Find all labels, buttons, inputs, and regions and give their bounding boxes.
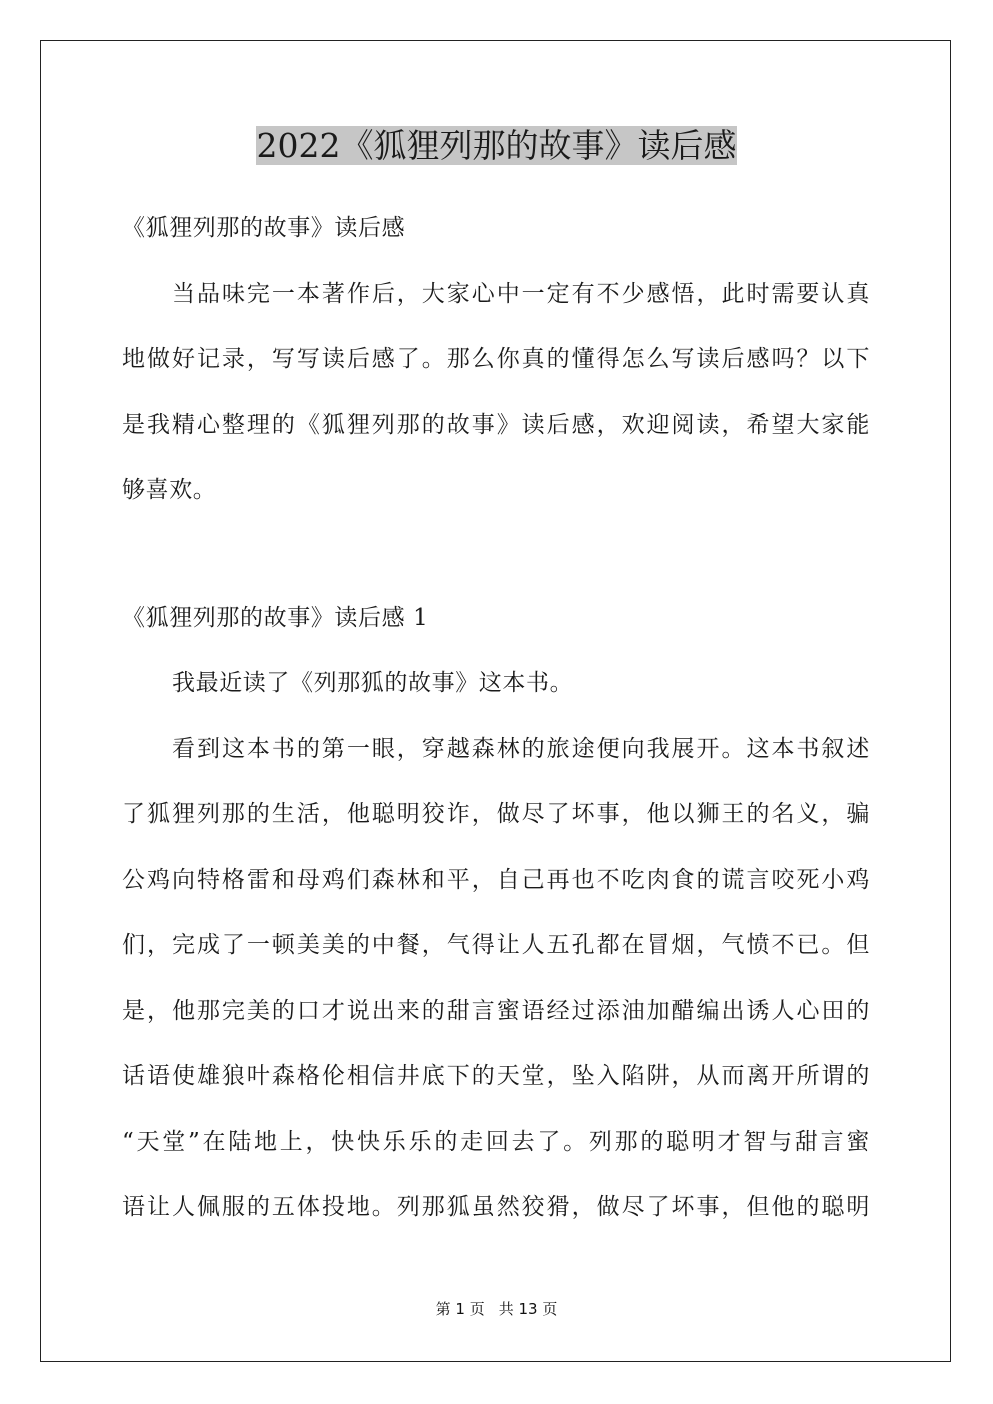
paragraph-line: 地做好记录，写写读后感了。那么你真的懂得怎么写读后感吗？以下 [122,346,870,372]
paragraph-line: 当品味完一本著作后，大家心中一定有不少感悟，此时需要认真 [172,280,870,307]
paragraph-line: 是我精心整理的《狐狸列那的故事》读后感，欢迎阅读，希望大家能 [122,411,870,438]
paragraph-line: 们，完成了一顿美美的中餐，气得让人五孔都在冒烟，气愤不已。但 [122,932,870,958]
document-title-text: 2022《狐狸列那的故事》读后感 [256,126,737,165]
document-body [122,196,870,1241]
page-footer [0,1298,993,1319]
paragraph-line: 我最近读了《列那狐的故事》这本书。 [172,670,574,696]
paragraph-line: 话语使雄狼叶森格伦相信井底下的天堂，坠入陷阱，从而离开所谓的 [122,1063,870,1089]
paragraph-line: 够喜欢。 [122,477,217,503]
paragraph-line: 看到这本书的第一眼，穿越森林的旅途便向我展开。这本书叙述 [172,735,870,762]
document-title [0,122,993,170]
section-heading: 《狐狸列那的故事》读后感 1 [122,604,429,631]
paragraph-line: “天堂”在陆地上，快快乐乐的走回去了。列那的聪明才智与甜言蜜 [122,1128,870,1155]
paragraph-line: 公鸡向特格雷和母鸡们森林和平，自己再也不吃肉食的谎言咬死小鸡 [122,866,870,893]
intro-heading: 《狐狸列那的故事》读后感 [122,215,406,241]
page-number: 第 1 页 [435,1300,485,1318]
paragraph-line: 是，他那完美的口才说出来的甜言蜜语经过添油加醋编出诱人心田的 [122,997,870,1024]
paragraph-line: 语让人佩服的五体投地。列那狐虽然狡猾，做尽了坏事，但他的聪明 [122,1194,870,1220]
page-total: 共 13 页 [498,1300,558,1318]
paragraph-line: 了狐狸列那的生活，他聪明狡诈，做尽了坏事，他以狮王的名义，骗 [122,801,870,827]
